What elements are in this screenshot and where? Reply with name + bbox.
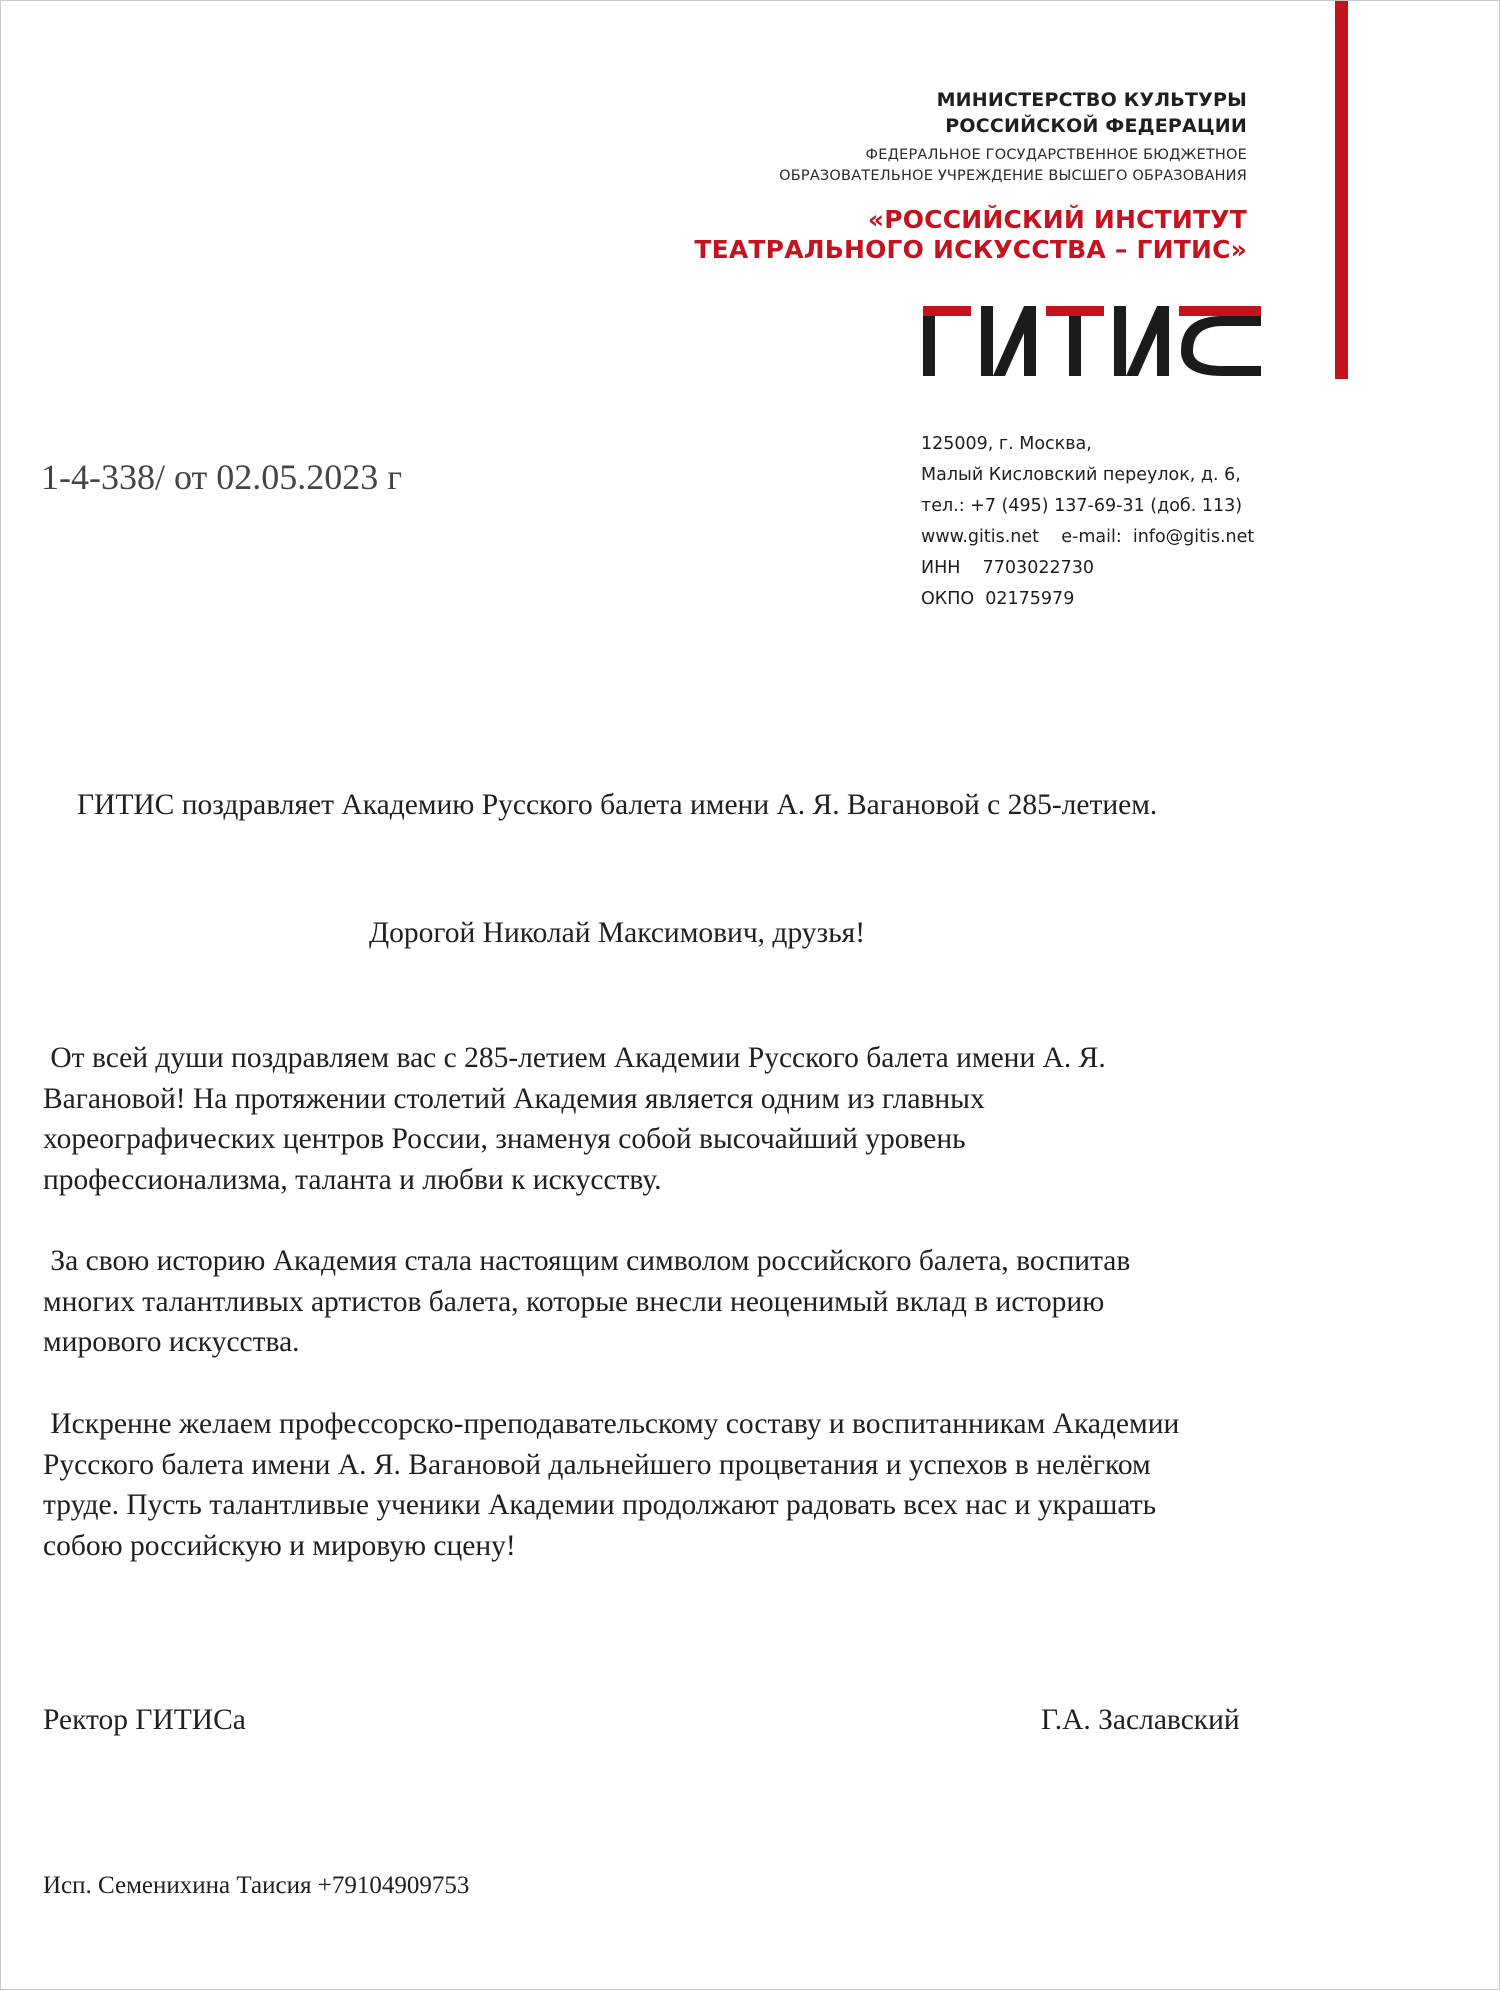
web-email-line: www.gitis.net e-mail: info@gitis.net (921, 527, 1255, 547)
signature-name: Г.А. Заславский (1041, 1704, 1240, 1736)
letter-greeting: Дорогой Николай Максимович, друзья! (369, 917, 866, 949)
institute-name: «РОССИЙСКИЙ ИНСТИТУТ ТЕАТРАЛЬНОГО ИСКУССТВА – ГИТИС» (694, 205, 1247, 264)
signature-title: Ректор ГИТИСа (43, 1704, 246, 1736)
okpo-line: ОКПО 02175979 (921, 589, 1075, 609)
inn-line: ИНН 7703022730 (921, 558, 1095, 578)
address-line: Малый Кисловский переулок, д. 6, (921, 465, 1241, 485)
paragraph-3: Искренне желаем профессорско-преподавательскому составу и воспитанникам Академии Русского балета имени А. Я. Вагановой дальнейшего процветания и успехов в нелёгком труде. Пусть талантливые ученики Академии продолжают радовать всех нас и украшать собою российскую и мировую сцену! (43, 1408, 1180, 1562)
registration-number: 1-4-338/ от 02.05.2023 г (41, 457, 403, 497)
federal-institution-line: ФЕДЕРАЛЬНОЕ ГОСУДАРСТВЕННОЕ БЮДЖЕТНОЕ ОБРАЗОВАТЕЛЬНОЕ УЧРЕЖДЕНИЕ ВЫСШЕГО ОБРАЗОВАНИЯ (779, 147, 1247, 184)
header-red-bar (1335, 1, 1348, 379)
paragraph-1: От всей души поздравляем вас с 285-летием Академии Русского балета имени А. Я. Вагановой! На протяжении столетий Академия является одним из главных хореографических центров России, знаменуя собой высочайший уровень профессионализма, таланта и любви к искусству. (43, 1042, 1106, 1196)
phone-line: тел.: +7 (495) 137-69-31 (доб. 113) (921, 496, 1243, 516)
address-line: 125009, г. Москва, (921, 434, 1092, 454)
contact-block (921, 429, 1254, 615)
paragraph-2: За свою историю Академия стала настоящим символом российского балета, воспитав многих талантливых артистов балета, которые внесли неоценимый вклад в историю мирового искусства. (43, 1245, 1131, 1358)
ministry-title: МИНИСТЕРСТВО КУЛЬТУРЫ РОССИЙСКОЙ ФЕДЕРАЦИИ (936, 89, 1247, 137)
gitis-logo (923, 306, 1261, 376)
executor-line: Исп. Семенихина Таисия +79104909753 (43, 1872, 470, 1899)
letter-headline: ГИТИС поздравляет Академию Русского балета имени А. Я. Вагановой с 285-летием. (77, 789, 1158, 821)
